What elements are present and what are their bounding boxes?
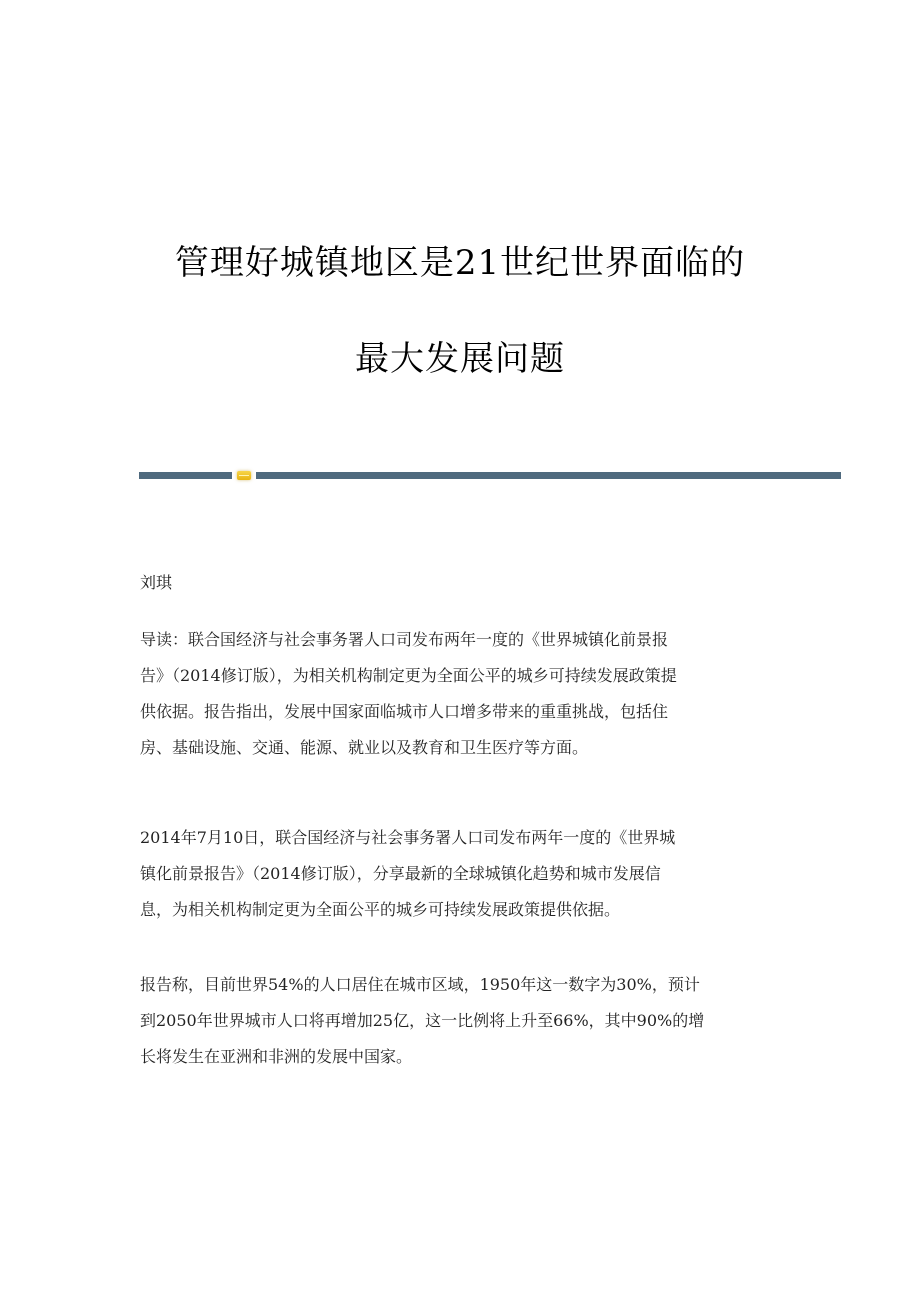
paragraph-line: 报告称，目前世界54%的人口居住在城市区域，1950年这一数字为30%，预计 bbox=[140, 975, 700, 994]
paragraph-line: 导读：联合国经济与社会事务署人口司发布两年一度的《世界城镇化前景报 bbox=[140, 630, 669, 649]
paragraph-line: 告》（2014修订版），为相关机构制定更为全面公平的城乡可持续发展政策提 bbox=[140, 666, 677, 685]
paragraph-line: 到2050年世界城市人口将再增加25亿，这一比例将上升至66%，其中90%的增 bbox=[140, 1011, 705, 1030]
paragraph-line: 长将发生在亚洲和非洲的发展中国家。 bbox=[140, 1047, 413, 1066]
paragraph-line: 供依据。报告指出，发展中国家面临城市人口增多带来的重重挑战，包括住 bbox=[140, 702, 669, 721]
paragraph-line: 房、基础设施、交通、能源、就业以及教育和卫生医疗等方面。 bbox=[140, 738, 589, 757]
divider-ornament-icon bbox=[237, 471, 251, 480]
divider-bar-left bbox=[139, 472, 232, 479]
divider-bar-right bbox=[256, 472, 841, 479]
title-divider bbox=[139, 471, 841, 480]
paragraph-line: 镇化前景报告》（2014修订版），分享最新的全球城镇化趋势和城市发展信 bbox=[140, 864, 661, 883]
paragraph-line: 2014年7月10日，联合国经济与社会事务署人口司发布两年一度的《世界城 bbox=[140, 828, 676, 847]
paragraph-statistics bbox=[140, 967, 790, 1075]
author-name: 刘琪 bbox=[140, 573, 173, 592]
paragraph-release bbox=[140, 820, 790, 928]
paragraph-line: 息，为相关机构制定更为全面公平的城乡可持续发展政策提供依据。 bbox=[140, 900, 621, 919]
document-title-line-2: 最大发展问题 bbox=[355, 338, 565, 379]
paragraph-intro bbox=[140, 622, 790, 766]
document-title-line-1: 管理好城镇地区是21世纪世界面临的 bbox=[174, 242, 746, 283]
